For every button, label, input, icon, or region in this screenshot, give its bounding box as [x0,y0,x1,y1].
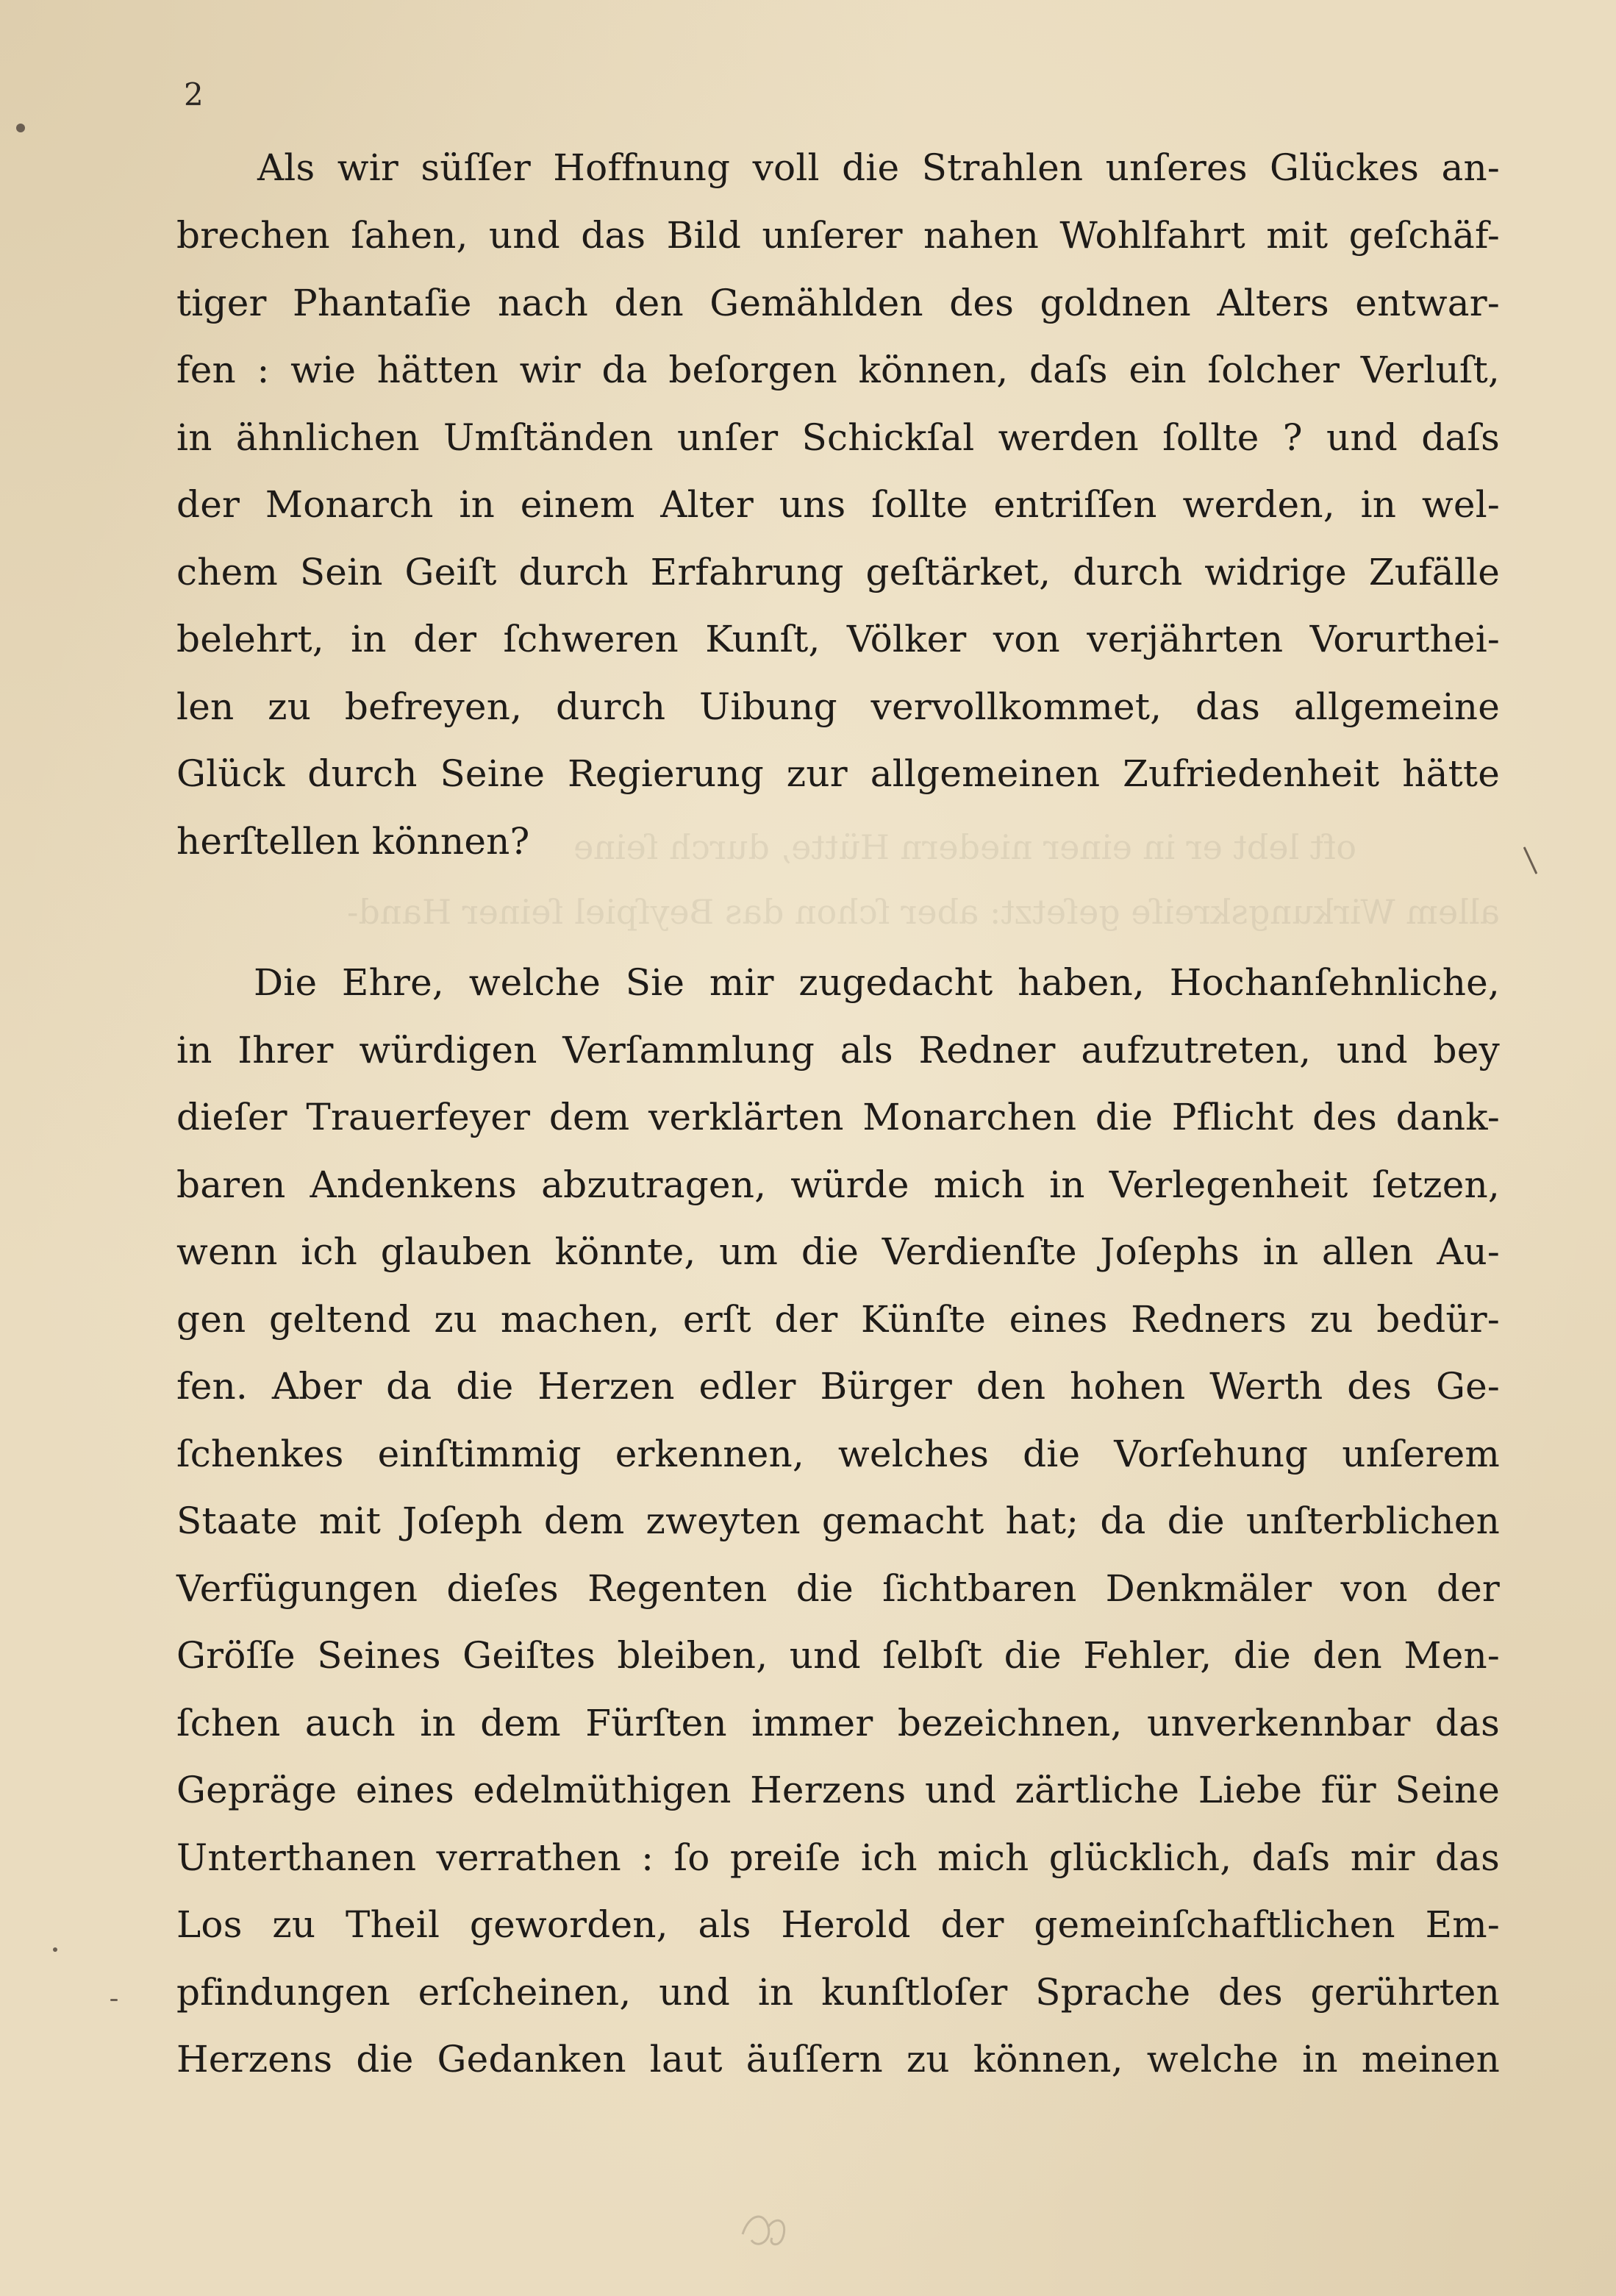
text-line: brechen ſahen, und das Bild unſerer nahen Wohlfahrt mit geſchäf- [176,214,1500,257]
text-line: belehrt, in der ſchweren Kunſt, Völker von verjährten Vorurthei- [176,618,1500,660]
text-line: chem Sein Geiſt durch Erfahrung geſtärket, durch widrige Zufälle [176,551,1500,593]
text-line: len zu befreyen, durch Uibung vervollkommet, das allgemeine [176,685,1500,728]
text-line: ſchen auch in dem Fürſten immer bezeichnen, unverkennbar das [176,1702,1500,1744]
text-line: herſtellen können? [176,820,530,863]
text-line: Als wir süſſer Hoffnung voll die Strahlen unſeres Glückes an- [257,146,1500,189]
text-line: in ähnlichen Umſtänden unſer Schickſal werden ſollte ? und daſs [176,416,1500,459]
show-through-line-1: oft lebt er in einer niedern Hütte, durch ſeine [573,827,1357,867]
text-line: Unterthanen verrathen : ſo preiſe ich mich glücklich, daſs mir das [176,1836,1500,1879]
paper-speck [110,1999,118,2001]
text-line: dieſer Trauerfeyer dem verklärten Monarchen die Pflicht des dank- [176,1096,1500,1138]
text-line: Gröſſe Seines Geiſtes bleiben, und ſelbſt die Fehler, die den Men- [176,1634,1500,1677]
text-line: fen. Aber da die Herzen edler Bürger den hohen Werth des Ge- [176,1365,1500,1408]
paper-speck [16,124,25,132]
ornament-icon [735,2205,794,2256]
text-line: fen : wie hätten wir da beſorgen können, daſs ein ſolcher Verluſt, [176,349,1500,391]
text-line: Die Ehre, welche Sie mir zugedacht haben, Hochanſehnliche, [254,961,1500,1004]
paper-speck [1523,846,1538,874]
text-line: Glück durch Seine Regierung zur allgemeinen Zufriedenheit hätte [176,752,1500,795]
text-line: in Ihrer würdigen Verſammlung als Redner aufzutreten, und bey [176,1029,1500,1072]
show-through-line-2: allem Wirkungskreiſe geſetzt: aber ſchon das Beyſpiel ſeiner Hand- [346,892,1500,932]
paper-speck [53,1947,57,1952]
text-line: pfindungen erſcheinen, und in kunſtloſer Sprache des gerührten [176,1971,1500,2014]
text-line: der Monarch in einem Alter uns ſollte entriſſen werden, in wel- [176,483,1500,526]
text-line: tiger Phantaſie nach den Gemählden des goldnen Alters entwar- [176,282,1500,324]
text-line: Staate mit Joſeph dem zweyten gemacht hat; da die unſterblichen [176,1500,1500,1542]
text-line: Gepräge eines edelmüthigen Herzens und zärtliche Liebe für Seine [176,1769,1500,1811]
page-number: 2 [184,76,204,113]
text-line: gen geltend zu machen, erſt der Künſte eines Redners zu bedür- [176,1298,1500,1341]
text-line: wenn ich glauben könnte, um die Verdienſte Joſephs in allen Au- [176,1230,1500,1273]
text-line: baren Andenkens abzutragen, würde mich in Verlegenheit ſetzen, [176,1163,1500,1206]
text-line: Los zu Theil geworden, als Herold der gemeinſchaftlichen Em- [176,1903,1500,1946]
text-line: ſchenkes einſtimmig erkennen, welches die Vorſehung unſerem [176,1433,1500,1475]
text-line: Herzens die Gedanken laut äuſſern zu können, welche in meinen [176,2038,1500,2081]
text-line: Verfügungen dieſes Regenten die ſichtbaren Denkmäler von der [176,1567,1500,1610]
